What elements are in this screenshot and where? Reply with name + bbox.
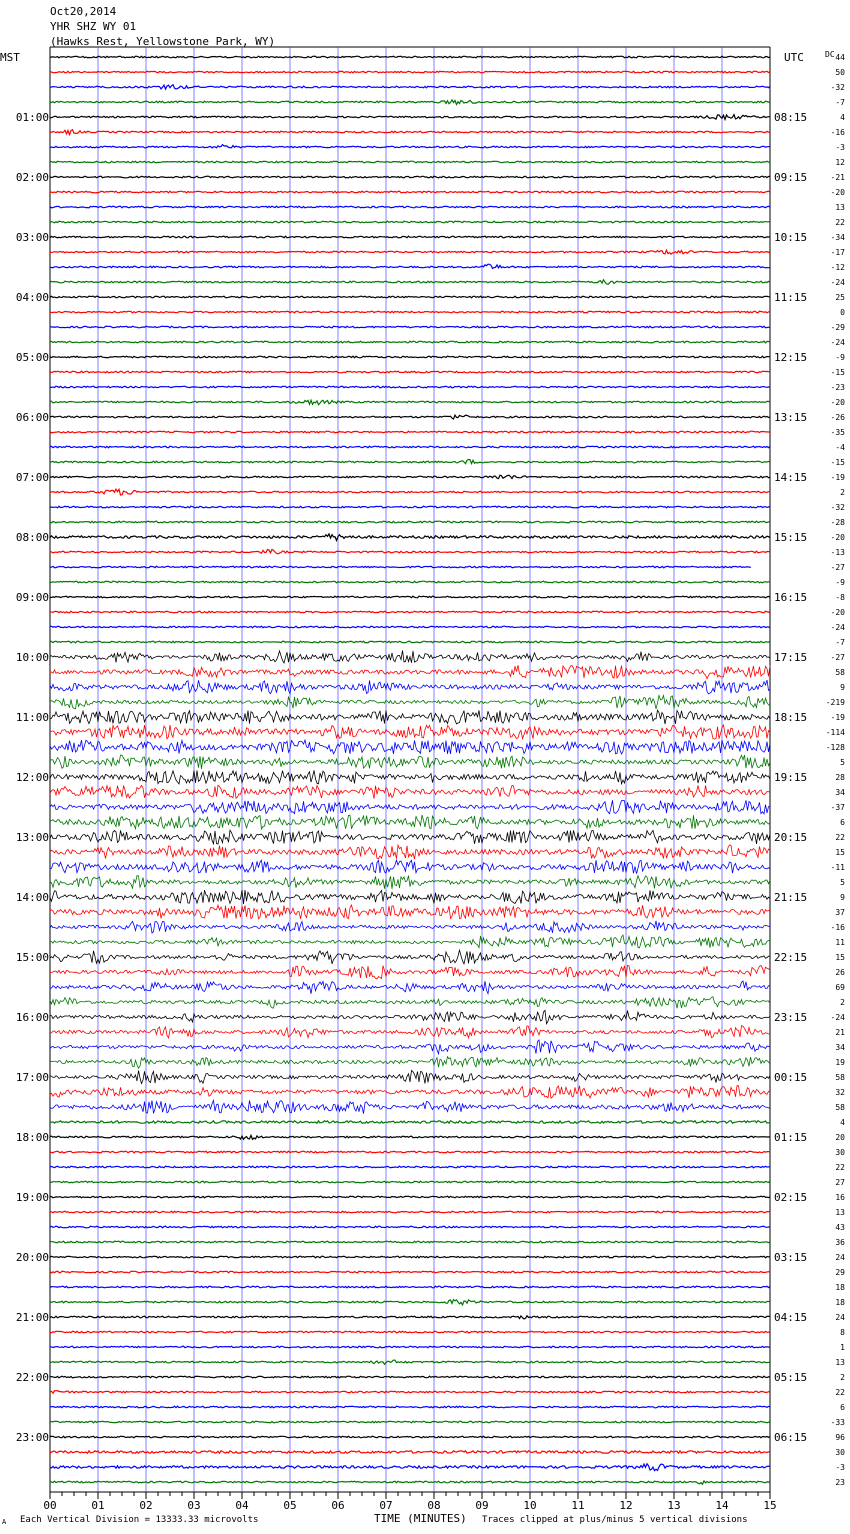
left-hour-label: 18:00 [15, 1131, 49, 1144]
dc-offset-label: 13 [835, 1358, 845, 1367]
dc-offset-label: 26 [835, 968, 845, 977]
trace-row [50, 506, 770, 508]
dc-offset-label: 13 [835, 203, 845, 212]
right-hour-label: 06:15 [774, 1431, 808, 1444]
trace-row [50, 800, 770, 814]
left-hour-label: 20:00 [15, 1251, 49, 1264]
left-timezone-label: MST [0, 51, 20, 64]
right-hour-label: 05:15 [774, 1371, 808, 1384]
trace-row [50, 191, 770, 193]
x-tick-label: 10 [523, 1499, 537, 1512]
trace-row [50, 1040, 770, 1054]
dc-offset-label: 69 [835, 983, 845, 992]
dc-offset-label: -4 [835, 443, 845, 452]
station-label: YHR SHZ WY 01 [50, 20, 137, 33]
dc-offset-label: 23 [835, 1478, 845, 1487]
x-tick-label: 09 [475, 1499, 489, 1512]
trace-row [50, 1286, 770, 1288]
trace-row [50, 710, 770, 724]
trace-row [50, 626, 770, 628]
x-tick-label: 03 [187, 1499, 201, 1512]
dc-offset-label: -24 [830, 338, 845, 347]
dc-offset-label: -27 [830, 653, 845, 662]
dc-offset-label: 58 [835, 1103, 845, 1112]
dc-offset-label: -35 [830, 428, 845, 437]
left-hour-label: 04:00 [15, 291, 49, 304]
trace-row [50, 1436, 770, 1438]
dc-offset-label: 24 [835, 1313, 845, 1322]
trace-row [50, 161, 770, 163]
trace-row [50, 905, 770, 919]
left-hour-label: 10:00 [15, 651, 49, 664]
trace-row [50, 566, 751, 568]
dc-offset-label: 16 [835, 1193, 845, 1202]
trace-row [50, 264, 770, 268]
trace-row [50, 770, 770, 784]
right-hour-label: 21:15 [774, 891, 808, 904]
trace-row [50, 1100, 770, 1113]
dc-offset-label: -3 [835, 143, 845, 152]
dc-offset-label: 11 [835, 938, 845, 947]
dc-offset-label: -33 [830, 1418, 845, 1427]
trace-row [50, 550, 770, 554]
trace-row [50, 85, 770, 89]
trace-row [50, 521, 770, 523]
trace-row [50, 1211, 770, 1213]
left-hour-label: 16:00 [15, 1011, 49, 1024]
trace-row [50, 596, 770, 598]
trace-row [50, 1391, 770, 1394]
trace-row [50, 1271, 770, 1273]
dc-offset-label: -9 [835, 353, 845, 362]
right-hour-label: 12:15 [774, 351, 808, 364]
trace-row [50, 100, 770, 105]
trace-row [50, 815, 770, 829]
trace-row [50, 1057, 770, 1069]
trace-row [50, 341, 770, 343]
trace-row [50, 1151, 770, 1153]
dc-offset-label: 20 [835, 1133, 845, 1142]
trace-row [50, 446, 770, 448]
dc-offset-label: 0 [840, 308, 845, 317]
x-tick-label: 07 [379, 1499, 393, 1512]
dc-offset-label: 18 [835, 1283, 845, 1292]
trace-row [50, 71, 770, 73]
x-tick-label: 14 [715, 1499, 729, 1512]
dc-offset-label: 22 [835, 833, 845, 842]
dc-offset-label: -32 [830, 503, 845, 512]
left-hour-label: 07:00 [15, 471, 49, 484]
trace-row [50, 1300, 770, 1305]
trace-row [50, 460, 770, 464]
trace-row [50, 755, 770, 769]
trace-row [50, 236, 770, 238]
right-hour-label: 18:15 [774, 711, 808, 724]
dc-offset-label: -24 [830, 623, 845, 632]
x-tick-label: 02 [139, 1499, 153, 1512]
left-hour-label: 01:00 [15, 111, 49, 124]
right-hour-label: 10:15 [774, 231, 808, 244]
x-tick-label: 11 [571, 1499, 585, 1512]
dc-offset-label: 34 [835, 1043, 845, 1052]
dc-offset-label: 58 [835, 1073, 845, 1082]
dc-offset-label: 27 [835, 1178, 845, 1187]
location-label: (Hawks Rest, Yellowstone Park, WY) [50, 35, 276, 48]
trace-row [50, 650, 770, 663]
x-tick-label: 08 [427, 1499, 441, 1512]
trace-row [50, 311, 770, 313]
trace-row [50, 1121, 770, 1123]
trace-row [50, 611, 770, 613]
dc-offset-label: -20 [830, 608, 845, 617]
x-axis-title: TIME (MINUTES) [374, 1512, 467, 1525]
trace-row [50, 400, 770, 405]
trace-row [50, 176, 770, 178]
dc-offset-label: -20 [830, 398, 845, 407]
dc-offset-label: 15 [835, 848, 845, 857]
x-tick-label: 12 [619, 1499, 633, 1512]
dc-offset-label: 28 [835, 773, 845, 782]
dc-offset-label: 50 [835, 68, 845, 77]
x-tick-label: 06 [331, 1499, 345, 1512]
dc-offset-label: -13 [830, 548, 845, 557]
trace-row [50, 221, 770, 223]
x-tick-label: 05 [283, 1499, 297, 1512]
dc-offset-label: -24 [830, 278, 845, 287]
right-timezone-label: UTC [784, 51, 804, 64]
trace-row [50, 740, 770, 754]
dc-offset-label: -19 [830, 473, 845, 482]
right-hour-label: 13:15 [774, 411, 808, 424]
right-hour-label: 02:15 [774, 1191, 808, 1204]
trace-row [50, 1086, 770, 1099]
dc-offset-label: -19 [830, 713, 845, 722]
trace-row [50, 845, 770, 859]
trace-row [50, 489, 770, 495]
dc-offset-label: 5 [840, 758, 845, 767]
dc-offset-label: 37 [835, 908, 845, 917]
dc-offset-label: 4 [840, 1118, 845, 1127]
trace-row [50, 890, 770, 904]
right-hour-label: 22:15 [774, 951, 808, 964]
dc-offset-label: 9 [840, 893, 845, 902]
trace-row [50, 785, 770, 799]
right-hour-label: 15:15 [774, 531, 808, 544]
dc-offset-label: 29 [835, 1268, 845, 1277]
left-hour-label: 05:00 [15, 351, 49, 364]
trace-row [50, 1166, 770, 1168]
dc-offset-label: -17 [830, 248, 845, 257]
dc-offset-label: -27 [830, 563, 845, 572]
dc-offset-label: 22 [835, 1163, 845, 1172]
trace-row [50, 1256, 770, 1258]
trace-group [50, 56, 770, 1484]
right-hour-label: 19:15 [774, 771, 808, 784]
trace-row [50, 1241, 770, 1243]
trace-row [50, 997, 770, 1009]
trace-row [50, 965, 770, 979]
x-tick-label: 00 [43, 1499, 57, 1512]
trace-row [50, 296, 770, 298]
trace-row [50, 1010, 770, 1024]
trace-row [50, 921, 770, 933]
right-hour-label: 04:15 [774, 1311, 808, 1324]
trace-row [50, 1331, 770, 1333]
trace-row [50, 876, 770, 889]
dc-offset-label: -21 [830, 173, 845, 182]
dc-offset-label: 34 [835, 788, 845, 797]
right-hour-label: 23:15 [774, 1011, 808, 1024]
label-group [16, 53, 845, 1512]
trace-row [50, 130, 770, 135]
dc-offset-label: -16 [830, 128, 845, 137]
dc-offset-label: -114 [825, 728, 845, 737]
dc-offset-label: 19 [835, 1058, 845, 1067]
dc-offset-label: -26 [830, 413, 845, 422]
dc-offset-label: 58 [835, 668, 845, 677]
trace-row [50, 1196, 770, 1198]
trace-row [50, 641, 770, 643]
date-label: Oct20,2014 [50, 5, 117, 18]
right-hour-label: 01:15 [774, 1131, 808, 1144]
trace-row [50, 665, 770, 678]
left-hour-label: 06:00 [15, 411, 49, 424]
left-hour-label: 17:00 [15, 1071, 49, 1084]
dc-offset-label: 5 [840, 878, 845, 887]
trace-row [50, 680, 770, 694]
trace-row [50, 1464, 770, 1471]
right-hour-label: 08:15 [774, 111, 808, 124]
trace-row [50, 950, 770, 964]
dc-offset-label: -15 [830, 368, 845, 377]
dc-offset-label: 15 [835, 953, 845, 962]
x-tick-label: 01 [91, 1499, 105, 1512]
trace-row [50, 280, 770, 285]
trace-row [50, 1421, 770, 1423]
trace-row [50, 1135, 770, 1139]
dc-offset-label: 6 [840, 818, 845, 827]
trace-row [50, 1181, 770, 1183]
dc-offset-label: -11 [830, 863, 845, 872]
dc-offset-label: 24 [835, 1253, 845, 1262]
trace-row [50, 475, 770, 478]
left-hour-label: 21:00 [15, 1311, 49, 1324]
trace-row [50, 386, 770, 388]
trace-row [50, 830, 770, 844]
left-hour-label: 23:00 [15, 1431, 49, 1444]
clip-note: Traces clipped at plus/minus 5 vertical divisions [482, 1515, 748, 1525]
dc-offset-label: 2 [840, 1373, 845, 1382]
dc-offset-label: -34 [830, 233, 845, 242]
right-hour-label: 00:15 [774, 1071, 808, 1084]
trace-row [50, 1346, 770, 1348]
left-hour-label: 08:00 [15, 531, 49, 544]
dc-offset-label: 96 [835, 1433, 845, 1442]
trace-row [50, 1376, 770, 1378]
left-hour-label: 11:00 [15, 711, 49, 724]
trace-row [50, 1360, 770, 1364]
dc-offset-label: 21 [835, 1028, 845, 1037]
right-hour-label: 20:15 [774, 831, 808, 844]
dc-offset-label: -23 [830, 383, 845, 392]
trace-row [50, 1481, 770, 1484]
trace-row [50, 1070, 770, 1083]
trace-row [50, 860, 770, 874]
dc-offset-label: -16 [830, 923, 845, 932]
trace-row [50, 56, 770, 58]
dc-offset-label: -12 [830, 263, 845, 272]
dc-offset-label: 30 [835, 1148, 845, 1157]
dc-offset-label: 43 [835, 1223, 845, 1232]
dc-offset-label: 18 [835, 1298, 845, 1307]
trace-row [50, 1451, 770, 1453]
dc-label: DC [825, 50, 835, 59]
dc-offset-label: 44 [835, 53, 845, 62]
dc-offset-label: 22 [835, 1388, 845, 1397]
trace-row [50, 1316, 770, 1319]
dc-offset-label: -219 [825, 698, 845, 707]
left-hour-label: 02:00 [15, 171, 49, 184]
left-hour-label: 12:00 [15, 771, 49, 784]
dc-offset-label: -7 [835, 638, 845, 647]
dc-offset-label: 30 [835, 1448, 845, 1457]
dc-offset-label: -24 [830, 1013, 845, 1022]
trace-row [50, 1026, 770, 1038]
left-hour-label: 09:00 [15, 591, 49, 604]
dc-offset-label: -28 [830, 518, 845, 527]
trace-row [50, 115, 770, 120]
dc-offset-label: -128 [825, 743, 845, 752]
right-hour-label: 17:15 [774, 651, 808, 664]
trace-row [50, 326, 770, 328]
trace-row [50, 1406, 770, 1408]
dc-offset-label: -9 [835, 578, 845, 587]
dc-offset-label: 9 [840, 683, 845, 692]
trace-row [50, 356, 770, 358]
trace-row [50, 935, 770, 948]
trace-row [50, 415, 770, 419]
dc-offset-label: 8 [840, 1328, 845, 1337]
dc-offset-label: 22 [835, 218, 845, 227]
trace-row [50, 695, 770, 709]
right-hour-label: 16:15 [774, 591, 808, 604]
scale-note: Each Vertical Division = 13333.33 microvolts [20, 1515, 259, 1525]
right-hour-label: 09:15 [774, 171, 808, 184]
dc-offset-label: 4 [840, 113, 845, 122]
left-hour-label: 03:00 [15, 231, 49, 244]
left-hour-label: 19:00 [15, 1191, 49, 1204]
dc-offset-label: 1 [840, 1343, 845, 1352]
dc-offset-label: 12 [835, 158, 845, 167]
trace-row [50, 1226, 770, 1228]
trace-row [50, 371, 770, 373]
minute-grid [50, 47, 770, 1499]
dc-offset-label: -37 [830, 803, 845, 812]
dc-offset-label: -8 [835, 593, 845, 602]
dc-offset-label: 25 [835, 293, 845, 302]
dc-offset-label: 6 [840, 1403, 845, 1412]
right-hour-label: 11:15 [774, 291, 808, 304]
dc-offset-label: 32 [835, 1088, 845, 1097]
right-hour-label: 03:15 [774, 1251, 808, 1264]
dc-offset-label: 2 [840, 488, 845, 497]
trace-row [50, 431, 770, 433]
x-tick-label: 13 [667, 1499, 681, 1512]
trace-row [50, 725, 770, 739]
left-hour-label: 14:00 [15, 891, 49, 904]
right-hour-label: 14:15 [774, 471, 808, 484]
trace-row [50, 206, 770, 208]
dc-offset-label: -7 [835, 98, 845, 107]
dc-offset-label: 13 [835, 1208, 845, 1217]
trace-row [50, 250, 770, 254]
dc-offset-label: 36 [835, 1238, 845, 1247]
trace-row [50, 981, 770, 994]
left-hour-label: 22:00 [15, 1371, 49, 1384]
dc-offset-label: -3 [835, 1463, 845, 1472]
dc-offset-label: -32 [830, 83, 845, 92]
x-tick-label: 04 [235, 1499, 249, 1512]
dc-offset-label: 2 [840, 998, 845, 1007]
footer-mark: A [2, 1518, 7, 1526]
dc-offset-label: -20 [830, 533, 845, 542]
trace-row [50, 534, 770, 541]
trace-row [50, 581, 770, 583]
dc-offset-label: -15 [830, 458, 845, 467]
left-hour-label: 15:00 [15, 951, 49, 964]
x-tick-label: 15 [763, 1499, 777, 1512]
dc-offset-label: -29 [830, 323, 845, 332]
left-hour-label: 13:00 [15, 831, 49, 844]
dc-offset-label: -20 [830, 188, 845, 197]
trace-row [50, 145, 770, 148]
